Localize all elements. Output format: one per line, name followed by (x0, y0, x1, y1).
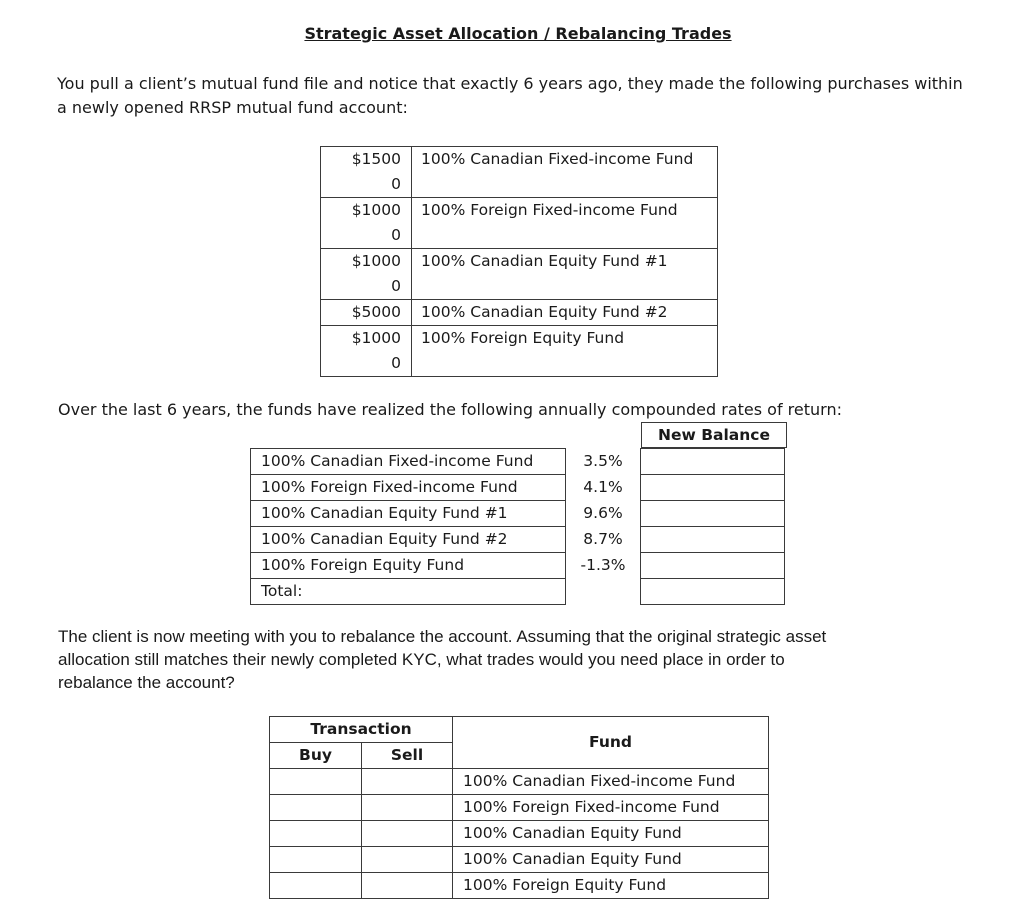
trade-row (270, 873, 769, 899)
purchase-row (321, 198, 718, 249)
purchase-row (321, 249, 718, 300)
trades-header-row (270, 717, 769, 743)
new-balance-cell[interactable] (641, 553, 785, 579)
return-fund: 100% Canadian Equity Fund #1 (251, 501, 566, 527)
sell-cell[interactable] (362, 847, 453, 873)
fund-header: Fund (453, 717, 769, 769)
purchase-row (321, 147, 718, 198)
return-row (251, 449, 785, 475)
return-rate: 4.1% (583, 478, 623, 496)
purchase-amount: $1000 0 (321, 198, 412, 249)
buy-cell[interactable] (270, 873, 362, 899)
trade-row (270, 847, 769, 873)
buy-cell[interactable] (270, 769, 362, 795)
transaction-header: Transaction (270, 717, 453, 743)
total-label: Total: (251, 579, 566, 605)
return-fund: 100% Canadian Equity Fund #2 (251, 527, 566, 553)
return-row (251, 553, 785, 579)
intro-line-2: a newly opened RRSP mutual fund account: (57, 98, 408, 117)
return-fund: 100% Foreign Fixed-income Fund (251, 475, 566, 501)
trade-row (270, 821, 769, 847)
return-fund: 100% Canadian Fixed-income Fund (251, 449, 566, 475)
purchase-amount: $1500 0 (321, 147, 412, 198)
purchase-row (321, 300, 718, 326)
purchase-fund: 100% Canadian Equity Fund #2 (412, 300, 718, 326)
buy-header: Buy (270, 743, 362, 769)
return-rate: 3.5% (583, 452, 623, 470)
sell-cell[interactable] (362, 769, 453, 795)
purchase-fund: 100% Foreign Equity Fund (412, 326, 718, 377)
purchase-fund: 100% Canadian Fixed-income Fund (412, 147, 718, 198)
purchase-amount: $5000 (321, 300, 412, 326)
purchase-amount: $1000 0 (321, 326, 412, 377)
new-balance-header: New Balance (641, 422, 787, 448)
sell-cell[interactable] (362, 795, 453, 821)
purchases-table (320, 146, 718, 377)
return-row (251, 527, 785, 553)
total-balance-cell[interactable] (641, 579, 785, 605)
new-balance-cell[interactable] (641, 475, 785, 501)
return-fund: 100% Foreign Equity Fund (251, 553, 566, 579)
return-rate: 8.7% (583, 530, 623, 548)
total-row (251, 579, 785, 605)
return-row (251, 475, 785, 501)
trade-fund: 100% Foreign Equity Fund (453, 873, 769, 899)
purchase-amount: $1000 0 (321, 249, 412, 300)
return-rate: 9.6% (583, 504, 623, 522)
sell-cell[interactable] (362, 821, 453, 847)
trade-fund: 100% Foreign Fixed-income Fund (453, 795, 769, 821)
new-balance-cell[interactable] (641, 501, 785, 527)
new-balance-cell[interactable] (641, 449, 785, 475)
trade-row (270, 769, 769, 795)
trade-row (270, 795, 769, 821)
rebalance-line-1: The client is now meeting with you to rebalance the account. Assuming that the original strategic asset (58, 627, 827, 646)
sell-header: Sell (362, 743, 453, 769)
purchase-row (321, 326, 718, 377)
return-row (251, 501, 785, 527)
intro-line-1: You pull a client’s mutual fund file and notice that exactly 6 years ago, they made the following purchases within (57, 74, 963, 93)
buy-cell[interactable] (270, 795, 362, 821)
trade-fund: 100% Canadian Equity Fund (453, 847, 769, 873)
buy-cell[interactable] (270, 847, 362, 873)
trade-fund: 100% Canadian Equity Fund (453, 821, 769, 847)
rebalance-line-2: allocation still matches their newly completed KYC, what trades would you need place in order to (58, 650, 785, 669)
buy-cell[interactable] (270, 821, 362, 847)
sell-cell[interactable] (362, 873, 453, 899)
total-rate-empty (566, 579, 641, 605)
purchase-fund: 100% Foreign Fixed-income Fund (412, 198, 718, 249)
trades-table (269, 716, 769, 899)
returns-table (250, 448, 785, 605)
page-title: Strategic Asset Allocation / Rebalancing Trades (304, 24, 732, 43)
trade-fund: 100% Canadian Fixed-income Fund (453, 769, 769, 795)
return-rate: -1.3% (580, 556, 626, 574)
new-balance-cell[interactable] (641, 527, 785, 553)
rebalance-line-3: rebalance the account? (58, 673, 235, 692)
purchase-fund: 100% Canadian Equity Fund #1 (412, 249, 718, 300)
returns-intro: Over the last 6 years, the funds have realized the following annually compounded rates of return: (58, 400, 842, 419)
